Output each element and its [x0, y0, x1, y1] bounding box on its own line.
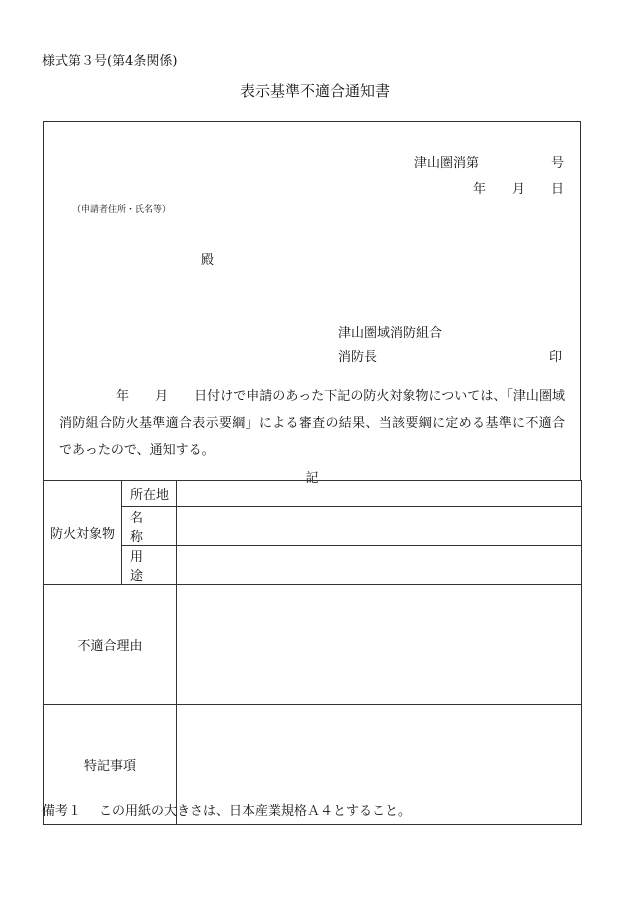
- footnote-text: この用紙の大きさは、日本産業規格Ａ４とすること。: [99, 804, 412, 819]
- table-row: [44, 507, 582, 546]
- seal-mark: 印: [548, 350, 562, 365]
- date-month: 月: [511, 182, 525, 197]
- applicant-label: （申請者住所・氏名等）: [72, 205, 172, 215]
- notice-body: [59, 383, 565, 464]
- remarks-label: 特記事項: [44, 705, 177, 825]
- reference-number: [414, 152, 564, 171]
- row-label-location: 所在地: [122, 481, 177, 507]
- table-row: [44, 585, 582, 705]
- form-number: 様式第３号(第4条関係): [42, 54, 178, 69]
- ki-label: 記: [305, 471, 319, 486]
- reference-suffix: 号: [550, 156, 564, 171]
- row-label-name: 名称: [122, 507, 177, 546]
- reference-prefix: 津山圏消第: [413, 156, 479, 171]
- issuer-organization: 津山圏域消防組合: [338, 326, 443, 341]
- issuer-title: 消防長: [338, 350, 378, 365]
- body-text: 日付けで申請のあった下記の防火対象物については、「津山圏域消防組合防火基準適合表示要綱」による審査の結果、当該要綱に定める基準に不適合であったので、通知する。: [59, 389, 565, 458]
- table-row: [44, 546, 582, 585]
- details-table: [43, 480, 582, 825]
- notice-box: [43, 121, 581, 486]
- footnote: [42, 800, 411, 819]
- notice-date: [473, 178, 564, 197]
- reason-label: 不適合理由: [44, 585, 177, 705]
- object-label: 防火対象物: [44, 481, 122, 585]
- reason-value[interactable]: [177, 585, 582, 705]
- body-month: 月: [155, 389, 169, 404]
- row-label-use: 用途: [122, 546, 177, 585]
- footnote-label: 備考１: [42, 804, 82, 819]
- table-row: [44, 481, 582, 507]
- addressee-suffix: 殿: [201, 253, 215, 268]
- body-year: 年: [116, 389, 130, 404]
- row-value-use[interactable]: [177, 546, 582, 585]
- row-value-name[interactable]: [177, 507, 582, 546]
- document-title: 表示基準不適合通知書: [239, 82, 390, 100]
- date-day: 日: [550, 182, 564, 197]
- date-year: 年: [472, 182, 486, 197]
- row-value-location[interactable]: [177, 481, 582, 507]
